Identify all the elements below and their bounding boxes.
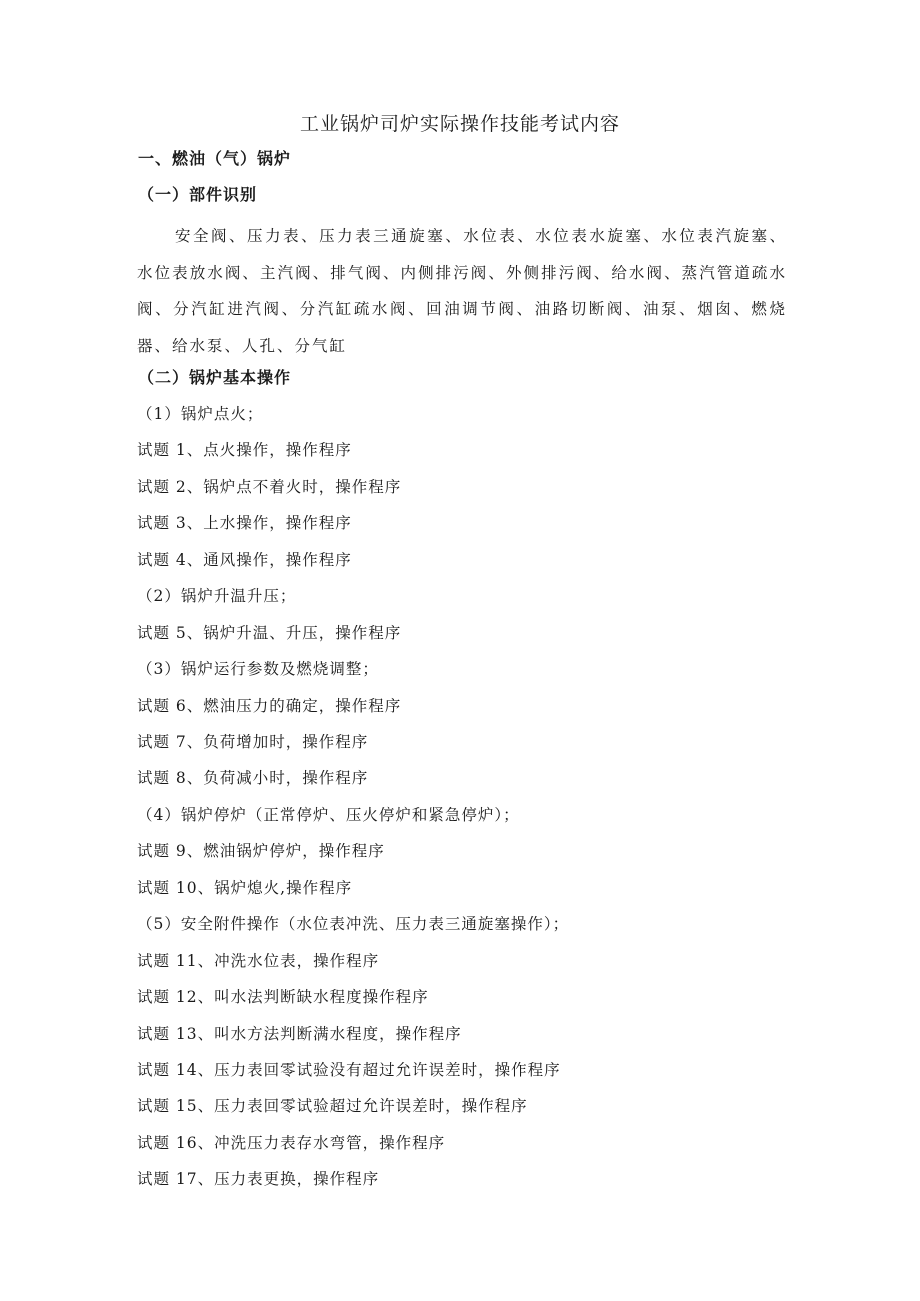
list-item: 试题 14、压力表回零试验没有超过允许误差时，操作程序: [137, 1061, 561, 1079]
list-item: 试题 12、叫水法判断缺水程度操作程序: [137, 988, 429, 1006]
list-item: 试题 16、冲洗压力表存水弯管，操作程序: [137, 1134, 446, 1152]
section-heading: 一、燃油（气）锅炉: [138, 149, 292, 168]
list-item: 试题 17、压力表更换，操作程序: [137, 1170, 380, 1188]
list-item: 试题 10、锅炉熄火,操作程序: [137, 879, 353, 897]
list-item: 试题 1、点火操作，操作程序: [137, 441, 352, 459]
list-item: （5）安全附件操作（水位表冲洗、压力表三通旋塞操作）；: [137, 915, 570, 933]
list-item: 试题 5、锅炉升温、升压，操作程序: [137, 624, 402, 642]
list-item: 试题 3、上水操作，操作程序: [137, 514, 352, 532]
parts-paragraph: 安全阀、压力表、压力表三通旋塞、水位表、水位表水旋塞、水位表汽旋塞、水位表放水阀、主汽阀、排气阀、内侧排污阀、外侧排污阀、给水阀、蒸汽管道疏水阀、分汽缸进汽阀、分汽缸疏水阀、回油调节阀、油路切断阀、油泵、烟囱、燃烧器、给水泵、人孔、分气缸: [137, 227, 787, 355]
list-item: 试题 7、负荷增加时，操作程序: [137, 733, 369, 751]
subsection-heading: （一）部件识别: [138, 185, 258, 204]
list-item: 试题 13、叫水方法判断满水程度，操作程序: [137, 1025, 462, 1043]
list-item: （3）锅炉运行参数及燃烧调整；: [137, 660, 379, 678]
list-item: 试题 4、通风操作，操作程序: [137, 551, 352, 569]
list-item: 试题 9、燃油锅炉停炉，操作程序: [137, 842, 385, 860]
list-item: 试题 2、锅炉点不着火时，操作程序: [137, 478, 402, 496]
list-item: （1）锅炉点火；: [137, 405, 264, 423]
list-item: 试题 8、负荷减小时，操作程序: [137, 769, 369, 787]
document-title: 工业锅炉司炉实际操作技能考试内容: [299, 113, 620, 135]
subsection-heading: （二）锅炉基本操作: [138, 368, 292, 387]
list-item: 试题 6、燃油压力的确定，操作程序: [137, 697, 402, 715]
list-item: 试题 15、压力表回零试验超过允许误差时，操作程序: [137, 1097, 528, 1115]
list-item: （4）锅炉停炉（正常停炉、压火停炉和紧急停炉）；: [137, 806, 520, 824]
list-item: （2）锅炉升温升压；: [137, 587, 297, 605]
list-item: 试题 11、冲洗水位表，操作程序: [137, 952, 380, 970]
